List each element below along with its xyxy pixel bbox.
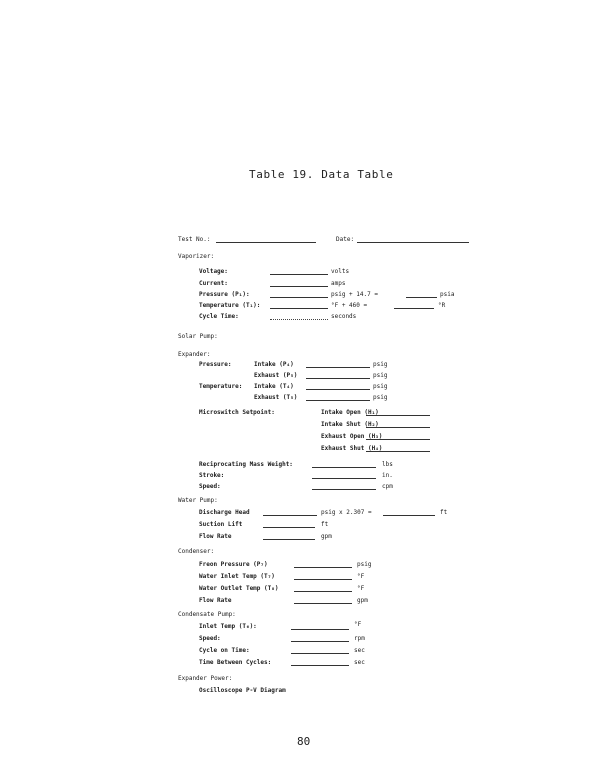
water-flow-field[interactable] [263,539,315,540]
recip-mass-unit: lbs [382,461,393,468]
recip-mass-field[interactable] [312,467,376,468]
discharge-ft-unit: ft [440,509,448,516]
intake-t-field[interactable] [306,389,370,390]
intake-p-unit: psig [373,361,388,368]
condensate-inlet-unit: °F [354,621,362,628]
inlet-temp-label: Water Inlet Temp (T₇) [199,573,275,580]
discharge-ft-field[interactable] [383,515,435,516]
recip-mass-label: Reciprocating Mass Weight: [199,461,293,468]
condensate-pump-heading: Condensate Pump: [178,611,236,618]
exhaust-p-field[interactable] [306,378,370,379]
exhaust-t-field[interactable] [306,400,370,401]
pressure-psia-field[interactable] [406,297,437,298]
suction-field[interactable] [263,527,315,528]
between-cycles-unit: sec [354,659,365,666]
cycle-on-label: Cycle on Time: [199,647,250,654]
oscilloscope-label: Oscilloscope P-V Diagram [199,687,286,694]
water-flow-label: Flow Rate [199,533,232,540]
voltage-label: Voltage: [199,268,228,275]
exhaust-shut-field[interactable] [366,451,430,452]
cycle-on-unit: sec [354,647,365,654]
page-title: Table 19. Data Table [249,168,394,181]
condenser-flow-label: Flow Rate [199,597,232,604]
current-unit: amps [331,280,346,287]
pressure-unit: psig + 14.7 = [331,291,378,298]
outlet-temp-field[interactable] [294,591,352,592]
condensate-inlet-field[interactable] [291,629,349,630]
exhaust-open-label: Exhaust Open (H₃) [321,433,383,440]
expander-temperature-label: Temperature: [199,383,243,390]
cycle-time-field[interactable] [270,319,328,320]
pressure-field[interactable] [270,297,328,298]
expander-heading: Expander: [178,351,211,358]
intake-t-unit: psig [373,383,388,390]
temperature-unit: °F + 460 = [331,302,368,309]
speed-label: Speed: [199,483,221,490]
cycle-time-label: Cycle Time: [199,313,239,320]
condensate-speed-label: Speed: [199,635,221,642]
inlet-temp-unit: °F [357,573,365,580]
exhaust-p-unit: psig [373,372,388,379]
suction-label: Suction Lift [199,521,243,528]
expander-power-heading: Expander Power: [178,675,233,682]
condenser-flow-unit: gpm [357,597,368,604]
test-no-field[interactable] [216,242,316,243]
current-label: Current: [199,280,228,287]
water-pump-heading: Water Pump: [178,497,218,504]
speed-field[interactable] [312,489,376,490]
page-number: 80 [297,735,311,748]
freon-field[interactable] [294,567,352,568]
outlet-temp-label: Water Outlet Temp (T₈) [199,585,279,592]
discharge-unit: psig x 2.307 = [321,509,372,516]
microswitch-label: Microswitch Setpoint: [199,409,275,416]
discharge-label: Discharge Head [199,509,250,516]
voltage-unit: volts [331,268,350,275]
intake-shut-label: Intake Shut (H₂) [321,421,379,428]
intake-open-label: Intake Open (H₁) [321,409,379,416]
date-field[interactable] [357,242,469,243]
temperature-field[interactable] [270,308,328,309]
cycle-time-unit: seconds [331,313,357,320]
between-cycles-field[interactable] [291,665,349,666]
cycle-on-field[interactable] [291,653,349,654]
exhaust-t-unit: psig [373,394,388,401]
outlet-temp-unit: °F [357,585,365,592]
speed-unit: cpm [382,483,393,490]
exhaust-shut-label: Exhaust Shut (H₄) [321,445,383,452]
exhaust-open-field[interactable] [366,439,430,440]
condenser-heading: Condenser: [178,548,215,555]
discharge-field[interactable] [263,515,317,516]
temperature-r-field[interactable] [394,308,434,309]
inlet-temp-field[interactable] [294,579,352,580]
current-field[interactable] [270,286,328,287]
condensate-speed-field[interactable] [291,641,349,642]
stroke-field[interactable] [312,478,376,479]
freon-unit: psig [357,561,372,568]
condensate-inlet-label: Inlet Temp (T₆): [199,623,257,630]
exhaust-t-label: Exhaust (T₅) [254,394,298,401]
freon-label: Freon Pressure (P₇) [199,561,268,568]
intake-open-field[interactable] [366,415,430,416]
date-label: Date: [336,236,355,243]
solar-pump-heading: Solar Pump: [178,333,218,340]
test-no-label: Test No.: [178,236,211,243]
intake-p-field[interactable] [306,367,370,368]
exhaust-p-label: Exhaust (P₅) [254,372,298,379]
stroke-label: Stroke: [199,472,225,479]
condensate-speed-unit: rpm [354,635,365,642]
vaporizer-heading: Vaporizer: [178,253,215,260]
stroke-unit: in. [382,472,393,479]
voltage-field[interactable] [270,274,328,275]
intake-p-label: Intake (P₄) [254,361,294,368]
intake-shut-field[interactable] [366,427,430,428]
between-cycles-label: Time Between Cycles: [199,659,272,666]
temperature-label: Temperature (T₁): [199,302,261,309]
expander-pressure-label: Pressure: [199,361,232,368]
suction-unit: ft [321,521,329,528]
intake-t-label: Intake (T₄) [254,383,294,390]
condenser-flow-field[interactable] [294,603,352,604]
temperature-r-unit: °R [438,302,446,309]
pressure-label: Pressure (P₁): [199,291,250,298]
water-flow-unit: gpm [321,533,332,540]
pressure-psia-unit: psia [440,291,455,298]
